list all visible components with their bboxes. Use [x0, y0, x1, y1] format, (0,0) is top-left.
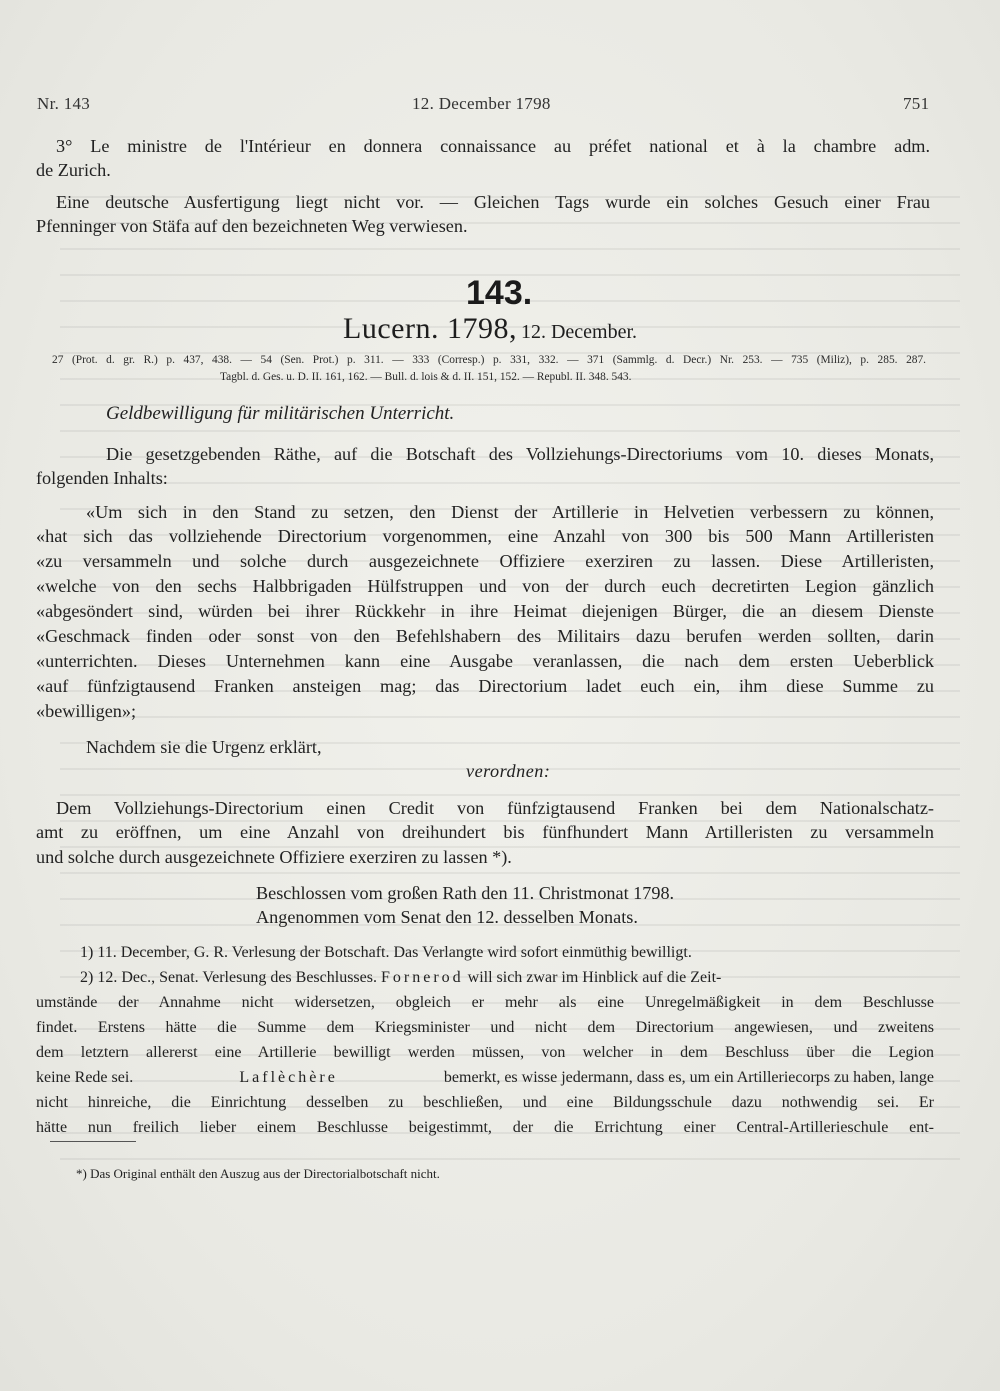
preamble-line-1: 3° Le ministre de l'Intérieur en donnera connaissance au préfet national et à la chambre adm. [56, 136, 930, 156]
note-2-line-5-a: keine Rede sei. [36, 1069, 134, 1086]
quote-line-9: «bewilligen»; [36, 701, 137, 721]
note-2-line-7: hätte nun freilich lieber einem Beschlusse beigestimmt, der die Errichtung einer Central-Artillerieschule ent- [36, 1119, 934, 1136]
note-2-line-4: dem letztern allererst eine Artillerie bewilligt werden müssen, von welcher in dem Beschluss über die Legion [36, 1044, 934, 1061]
document-date: 12. December. [520, 321, 638, 343]
quote-line-3: «zu versammeln und solche durch ausgezeichnete Offiziere exerziren zu lassen. Diese Artilleristen, [36, 551, 934, 571]
urgency-line: Nachdem sie die Urgenz erklärt, [86, 737, 322, 757]
preamble-line-4: Pfenninger von Stäfa auf den bezeichneten Weg verwiesen. [36, 216, 468, 236]
note-2-speaker-laflechere: Laflèchère [239, 1069, 338, 1086]
note-2-speaker-fornerod: Fornerod [380, 969, 464, 986]
note-2-continuation: will sich zwar im Hinblick auf die Zeit- [467, 969, 722, 986]
document-subject: Geldbewilligung für militärischen Unterricht. [106, 403, 455, 424]
quote-line-7: «unterrichten. Dieses Unternehmen kann eine Ausgabe veranlassen, die nach dem ersten Ueberblick [36, 651, 934, 671]
decree-line-2: amt zu eröffnen, um eine Anzahl von dreihundert bis fünfhundert Mann Artilleristen zu versammeln [36, 822, 934, 842]
note-2-line-2: umstände der Annahme nicht widersetzen, obgleich er mehr als eine Unregelmäßigkeit in dem Beschlusse [36, 994, 934, 1011]
note-2-line-3: findet. Erstens hätte die Summe dem Kriegsminister und nicht dem Directorium angewiesen, und zweitens [36, 1019, 934, 1036]
resolved-by-great-council: Beschlossen vom großen Rath den 11. Christmonat 1798. [256, 883, 675, 903]
running-header-page-number: 751 [903, 94, 930, 113]
sources-line-1: 27 (Prot. d. gr. R.) p. 437, 438. — 54 (Sen. Prot.) p. 311. — 333 (Corresp.) p. 331, 332. — 371 (Sammlg. d. Decr.) Nr. 253. — 735 (Miliz), p. 285. 287. [52, 354, 926, 366]
body-paragraph-1-line-2: folgenden Inhalts: [36, 468, 168, 488]
note-2-intro: 2) 12. Dec., Senat. Verlesung des Beschlusses. [80, 969, 377, 986]
note-2-line-6: nicht hinreiche, die Einrichtung desselben zu beschließen, und eine Bildungsschule dazu nothwendig sei. Er [36, 1094, 934, 1111]
verordnen-heading: verordnen: [466, 761, 551, 781]
document-number: 143. [466, 274, 533, 312]
document-place-year: Lucern. 1798, [343, 312, 517, 345]
quote-line-4: «welche von den sechs Halbbrigaden Hülfstruppen und von der durch euch decretirten Legion gänzlich [36, 576, 934, 596]
note-2-line-5 [36, 1066, 934, 1089]
body-paragraph-1-line-1: Die gesetzgebenden Räthe, auf die Botschaft des Vollziehungs-Directoriums vom 10. dieses Monats, [106, 444, 934, 464]
decree-line-3: und solche durch ausgezeichnete Offiziere exerziren zu lassen *). [36, 847, 512, 867]
quote-line-1: «Um sich in den Stand zu setzen, den Dienst der Artillerie in Helvetien verbessern zu können, [86, 502, 934, 522]
note-2-line-5-b: bemerkt, es wisse jedermann, dass es, um ein Artilleriecorps zu haben, lange [443, 1069, 934, 1086]
document-title [343, 312, 637, 346]
running-header-left: Nr. 143 [37, 94, 91, 113]
preamble-line-2: de Zurich. [36, 160, 111, 180]
sources-line-2: Tagbl. d. Ges. u. D. II. 161, 162. — Bull. d. lois & d. II. 151, 152. — Republ. II. 348. 543. [220, 371, 632, 383]
accepted-by-senate: Angenommen vom Senat den 12. desselben Monats. [256, 907, 638, 927]
note-1: 1) 11. December, G. R. Verlesung der Botschaft. Das Verlangte wird sofort einmüthig bewilligt. [80, 944, 692, 961]
running-header-center: 12. December 1798 [412, 94, 551, 113]
quote-line-8: «auf fünfzigtausend Franken ansteigen mag; das Directorium ladet euch ein, ihm diese Summe zu [36, 676, 934, 696]
quote-line-6: «Geschmack finden oder sonst von den Befehlshabern des Militairs dazu berufen werden sollten, darin [36, 626, 934, 646]
footnote: *) Das Original enthält den Auszug aus der Directorialbotschaft nicht. [76, 1166, 440, 1181]
decree-line-1: Dem Vollziehungs-Directorium einen Credit von fünfzigtausend Franken bei dem Nationalschatz- [56, 798, 934, 818]
preamble-line-3: Eine deutsche Ausfertigung liegt nicht vor. — Gleichen Tags wurde ein solches Gesuch einer Frau [56, 192, 930, 212]
quote-line-5: «abgesöndert sind, würden bei ihrer Rückkehr in ihre Heimat diejenigen Bürger, die an diesem Dienste [36, 601, 934, 621]
quote-line-2: «hat sich das vollziehende Directorium vorgenommen, eine Anzahl von 300 bis 500 Mann Artilleristen [36, 526, 934, 546]
footnote-rule [50, 1141, 136, 1142]
note-2-line-1 [80, 966, 721, 989]
